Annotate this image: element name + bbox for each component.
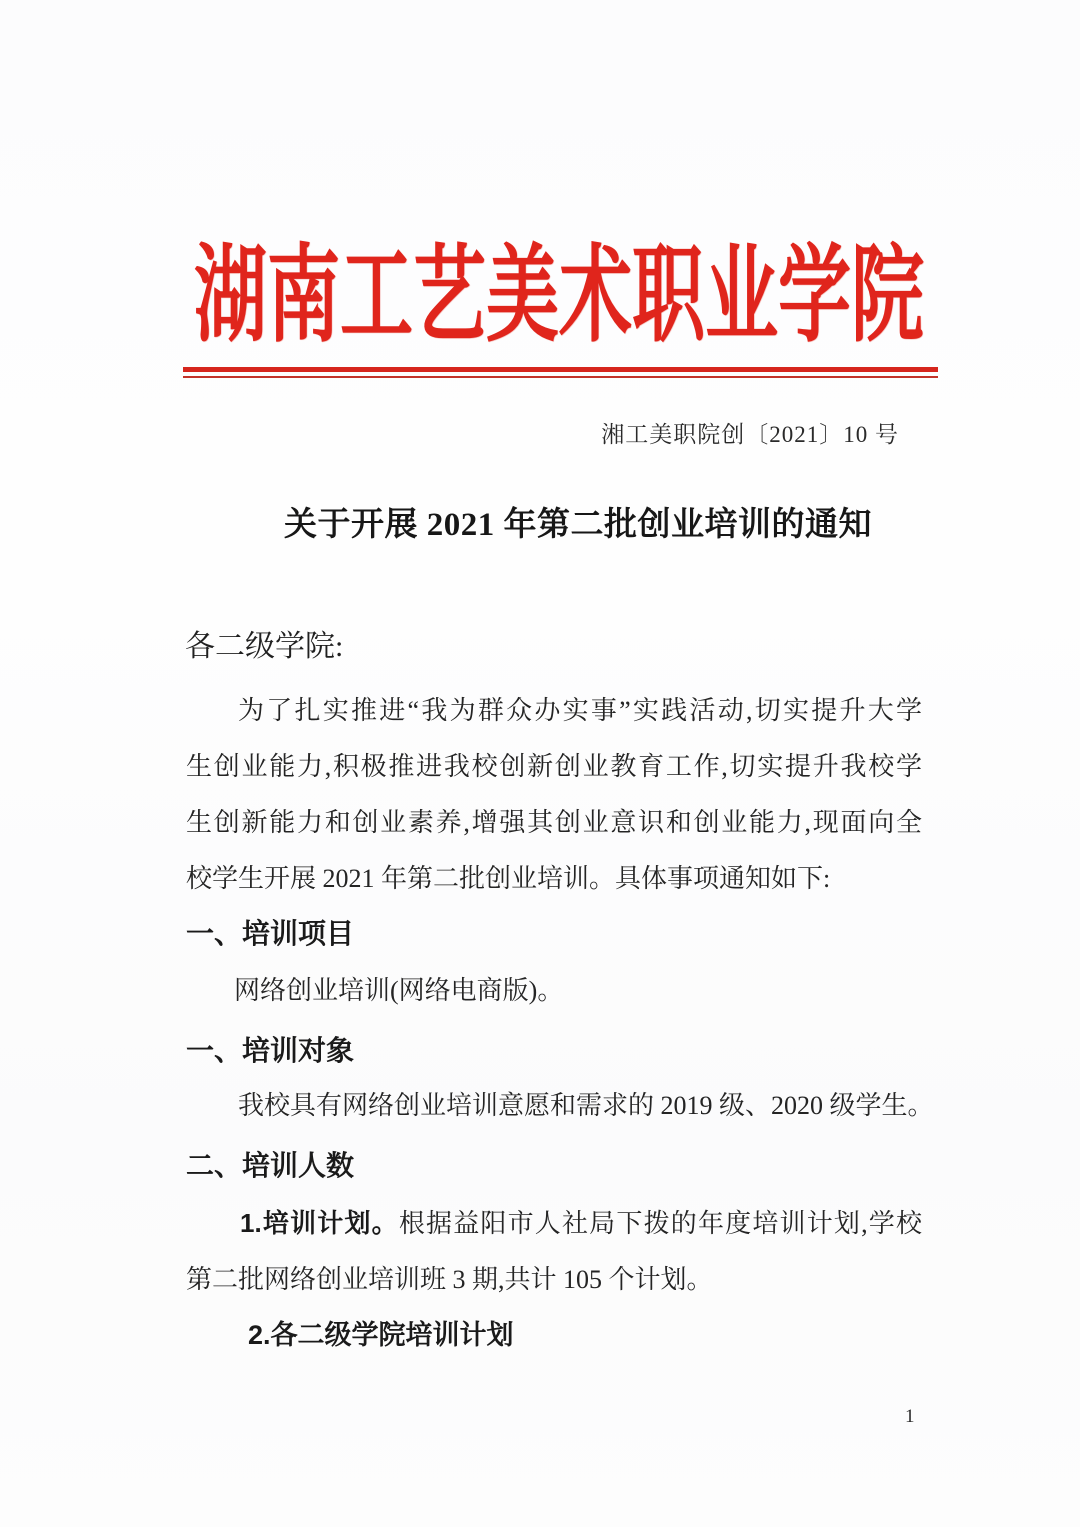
doc-title: 关于开展 2021 年第二批创业培训的通知 [284, 507, 872, 543]
section-heading-training-count: 二、培训人数 [186, 1150, 355, 1181]
page-number: 1 [905, 1406, 915, 1427]
plan-subheading: 2.各二级学院培训计划 [248, 1320, 514, 1350]
plan-line-1 [186, 1206, 922, 1241]
plan-line-1-rest: 根据益阳市人社局下拨的年度培训计划,学校 [398, 1209, 922, 1238]
plan-lead-label: 1.培训计划。 [240, 1208, 399, 1238]
section-body-training-project: 网络创业培训(网络电商版)。 [234, 976, 564, 1005]
section-heading-training-project: 一、培训项目 [186, 918, 355, 949]
salutation: 各二级学院: [185, 630, 344, 663]
letterhead-school-name: 湖南工艺美术职业学院 [194, 237, 924, 355]
intro-line-1: 为了扎实推进“我为群众办实事”实践活动,切实提升大学 [238, 696, 922, 725]
plan-line-2: 第二批网络创业培训班 3 期,共计 105 个计划。 [186, 1265, 713, 1294]
intro-line-4: 校学生开展 2021 年第二批创业培训。具体事项通知如下: [186, 864, 831, 893]
intro-line-2: 生创业能力,积极推进我校创新创业教育工作,切实提升我校学 [186, 752, 922, 781]
section-body-training-target: 我校具有网络创业培训意愿和需求的 2019 级、2020 级学生。 [238, 1091, 934, 1120]
intro-line-3: 生创新能力和创业素养,增强其创业意识和创业能力,现面向全 [186, 808, 922, 837]
doc-number: 湘工美职院创〔2021〕10 号 [601, 422, 899, 447]
section-heading-training-target: 一、培训对象 [186, 1035, 355, 1066]
letterhead-rule-thick [183, 367, 938, 372]
letterhead-rule-thin [183, 376, 938, 378]
